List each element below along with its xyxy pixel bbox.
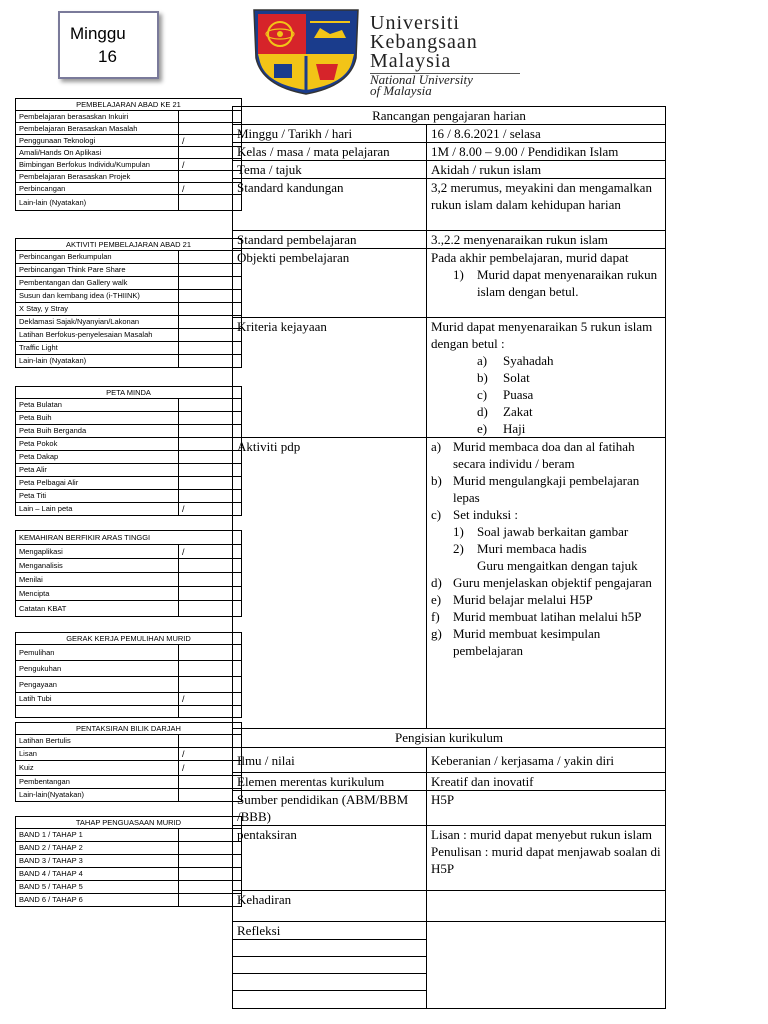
university-name-line2: Kebangsaan — [370, 31, 478, 53]
objektif-cell[interactable] — [427, 249, 666, 318]
list-text: Solat — [503, 370, 530, 385]
table-row — [16, 881, 242, 894]
table-row — [16, 183, 242, 195]
table-row — [16, 135, 242, 147]
list-text: Soal jawab berkaitan gambar — [477, 524, 629, 539]
table-row — [16, 399, 242, 412]
table-row — [16, 264, 242, 277]
row-label: Peta Buih — [16, 412, 179, 425]
ilmu-label: Ilmu / nilai — [233, 748, 427, 773]
refleksi-label: Refleksi — [233, 922, 426, 940]
aktiviti-cell[interactable] — [427, 438, 666, 729]
row-label: Lain-lain (Nyatakan) — [16, 355, 179, 368]
list-text: Murid membuat latihan melalui h5P — [453, 609, 642, 624]
list-marker: d) — [431, 575, 442, 590]
row-label: Pemulihan — [16, 645, 179, 661]
table-row — [16, 587, 242, 601]
refleksi-line[interactable] — [233, 974, 426, 991]
row-label: X Stay, y Stray — [16, 303, 179, 316]
row-label: Perbincangan — [16, 183, 179, 195]
table-row — [16, 303, 242, 316]
row-label: BAND 5 / TAHAP 5 — [16, 881, 179, 894]
row-mark[interactable]: / — [179, 748, 242, 761]
table-row — [16, 277, 242, 290]
list-marker: a) — [431, 439, 442, 454]
list-text: Puasa — [503, 387, 534, 402]
university-name-en-line2: of Malaysia — [370, 83, 432, 98]
table-row — [16, 342, 242, 355]
list-item — [431, 352, 661, 369]
aktiviti-abad21-title: AKTIVITI PEMBELAJARAN ABAD 21 — [16, 239, 242, 251]
pemulihan-table — [15, 632, 242, 718]
table-row — [16, 789, 242, 802]
refleksi-line[interactable] — [233, 940, 426, 957]
table-row — [16, 490, 242, 503]
row-label: Perbincangan Berkumpulan — [16, 251, 179, 264]
row-label: Catatan KBAT — [16, 601, 179, 617]
list-text: Murid belajar melalui H5P — [453, 592, 593, 607]
peta-minda-title: PETA MINDA — [16, 387, 242, 399]
table-row — [16, 412, 242, 425]
table-row — [16, 894, 242, 907]
refleksi-line[interactable] — [233, 991, 426, 1007]
table-row — [16, 761, 242, 776]
row-label: Pembentangan dan Gallery walk — [16, 277, 179, 290]
list-text: Zakat — [503, 404, 533, 419]
list-item — [431, 369, 661, 386]
row-label: Pembelajaran Berasaskan Masalah — [16, 123, 179, 135]
list-item — [431, 386, 661, 403]
kelas-label: Kelas / masa / mata pelajaran — [233, 143, 427, 161]
kehadiran-label: Kehadiran — [233, 891, 427, 922]
sumber-value[interactable]: H5P — [427, 791, 666, 826]
table-row — [16, 559, 242, 573]
row-label: Lain-lain (Nyatakan) — [16, 195, 179, 211]
table-row — [16, 748, 242, 761]
list-item — [431, 591, 661, 608]
list-marker: c) — [477, 387, 488, 402]
row-label: Menganalisis — [16, 559, 179, 573]
kriteria-cell[interactable] — [427, 318, 666, 438]
row-label: Latihan Bertulis — [16, 735, 179, 748]
list-marker: 1) — [453, 524, 464, 539]
row-label: Perbincangan Think Pare Share — [16, 264, 179, 277]
abad21-table — [15, 98, 242, 211]
kbat-title: KEMAHIRAN BERFIKIR ARAS TINGGI — [16, 531, 242, 545]
kriteria-intro: Murid dapat menyenaraikan 5 rukun islam dengan betul : — [431, 319, 653, 351]
list-marker: f) — [431, 609, 440, 624]
table-row — [16, 464, 242, 477]
row-label: Mencipta — [16, 587, 179, 601]
row-label: Deklamasi Sajak/Nyanyian/Lakonan — [16, 316, 179, 329]
table-row — [16, 290, 242, 303]
ukm-logo — [250, 8, 520, 96]
row-label: Lain-lain(Nyatakan) — [16, 789, 179, 802]
row-label — [16, 706, 179, 718]
objektif-item-mark: 1) — [453, 267, 464, 282]
row-label: Pembelajaran berasaskan Inkuiri — [16, 111, 179, 123]
pengisian-title: Pengisian kurikulum — [233, 729, 666, 748]
row-label: Peta Buih Berganda — [16, 425, 179, 438]
list-item — [431, 574, 661, 591]
table-row — [16, 329, 242, 342]
list-text: Muri membaca hadis — [477, 541, 587, 556]
rph-title: Rancangan pengajaran harian — [233, 107, 666, 125]
table-row — [16, 661, 242, 677]
row-label: Susun dan kembang idea (i-THIINK) — [16, 290, 179, 303]
row-label: Peta Pokok — [16, 438, 179, 451]
university-name-line3: Malaysia — [370, 50, 452, 72]
row-label: Latih Tubi — [16, 693, 179, 706]
row-label: Mengaplikasi — [16, 545, 179, 559]
row-label: Lisan — [16, 748, 179, 761]
sumber-label: Sumber pendidikan (ABM/BBM /BBB) — [233, 791, 427, 826]
tema-label: Tema / tajuk — [233, 161, 427, 179]
list-marker: e) — [477, 421, 488, 436]
list-item — [431, 523, 661, 540]
list-marker: d) — [477, 404, 488, 419]
sp-label: Standard pembelajaran — [233, 231, 427, 249]
refleksi-line[interactable] — [233, 957, 426, 974]
minggu-value[interactable]: 16 / 8.6.2021 / selasa — [427, 125, 666, 143]
row-label: Peta Titi — [16, 490, 179, 503]
list-marker: c) — [431, 507, 442, 522]
row-label: Peta Alir — [16, 464, 179, 477]
list-text: Murid membaca doa dan al fatihah secara individu / beram — [453, 439, 635, 471]
table-row — [16, 171, 242, 183]
week-number: 16 — [98, 47, 117, 66]
row-label: Menilai — [16, 573, 179, 587]
table-row — [16, 355, 242, 368]
table-row — [16, 693, 242, 706]
list-marker: 2) — [453, 541, 464, 556]
list-marker: a) — [477, 353, 488, 368]
university-name-line1: Universiti — [370, 12, 460, 34]
objektif-item — [431, 266, 661, 300]
list-text: Murid membuat kesimpulan pembelajaran — [453, 626, 601, 658]
pentaksiran-bilik-darjah-title: PENTAKSIRAN BILIK DARJAH — [16, 723, 242, 735]
ukm-crest-icon — [250, 8, 362, 96]
list-item — [431, 403, 661, 420]
row-label: Traffic Light — [16, 342, 179, 355]
row-label: Peta Dakap — [16, 451, 179, 464]
pentaksiran-bilik-darjah-table — [15, 722, 242, 802]
row-mark[interactable]: / — [179, 693, 242, 706]
sk-value[interactable]: 3,2 merumus, meyakini dan mengamalkan rukun islam dalam kehidupan harian — [427, 179, 666, 231]
tahap-penguasaan-title: TAHAP PENGUASAAN MURID — [16, 817, 242, 829]
row-mark[interactable]: / — [179, 503, 242, 516]
list-text: Haji — [503, 421, 526, 436]
list-text: Set induksi : — [453, 507, 519, 522]
table-row — [16, 645, 242, 661]
kelas-value[interactable]: 1M / 8.00 – 9.00 / Pendidikan Islam — [427, 143, 666, 161]
row-label: Pengayaan — [16, 677, 179, 693]
rph-table — [232, 106, 666, 1009]
row-label: Penggunaan Teknologi — [16, 135, 179, 147]
university-name — [370, 14, 520, 96]
pemulihan-title: GERAK KERJA PEMULIHAN MURID — [16, 633, 242, 645]
row-label: BAND 1 / TAHAP 1 — [16, 829, 179, 842]
row-label: Amali/Hands On Aplikasi — [16, 147, 179, 159]
table-row — [16, 438, 242, 451]
table-row — [16, 868, 242, 881]
list-text: Syahadah — [503, 353, 554, 368]
row-label: BAND 4 / TAHAP 4 — [16, 868, 179, 881]
peta-minda-table — [15, 386, 242, 516]
pentaksiran-lisan: Lisan : murid dapat menyebut rukun islam — [431, 827, 652, 842]
list-item — [431, 625, 661, 659]
aktiviti-label: Aktiviti pdp — [233, 438, 427, 729]
list-marker: b) — [431, 473, 442, 488]
elemen-label: Elemen merentas kurikulum — [233, 773, 427, 791]
row-label: BAND 3 / TAHAP 3 — [16, 855, 179, 868]
week-box — [58, 11, 159, 79]
tema-value[interactable]: Akidah / rukun islam — [427, 161, 666, 179]
list-marker: b) — [477, 370, 488, 385]
table-row — [16, 545, 242, 559]
table-row — [16, 195, 242, 211]
refleksi-label-cell — [233, 922, 427, 1009]
list-item — [431, 540, 661, 557]
list-marker: e) — [431, 592, 442, 607]
week-label: Minggu — [70, 24, 126, 43]
sk-label: Standard kandungan — [233, 179, 427, 231]
kbat-table — [15, 530, 242, 617]
table-row — [16, 706, 242, 718]
list-marker: g) — [431, 626, 442, 641]
objektif-intro: Pada akhir pembelajaran, murid dapat — [431, 250, 629, 265]
row-label: Bimbingan Berfokus Individu/Kumpulan — [16, 159, 179, 171]
table-row — [16, 251, 242, 264]
kehadiran-value[interactable] — [427, 891, 666, 922]
row-label: Kuiz — [16, 761, 179, 776]
table-row — [16, 147, 242, 159]
table-row — [16, 776, 242, 789]
minggu-label: Minggu / Tarikh / hari — [233, 125, 427, 143]
table-row — [16, 159, 242, 171]
row-label: Pengukuhan — [16, 661, 179, 677]
table-row — [16, 316, 242, 329]
row-label: BAND 2 / TAHAP 2 — [16, 842, 179, 855]
pentaksiran-label: pentaksiran — [233, 826, 427, 891]
row-mark[interactable]: / — [179, 135, 242, 147]
row-label: Peta Pelbagai Alir — [16, 477, 179, 490]
row-mark[interactable]: / — [179, 545, 242, 559]
ilmu-value[interactable]: Keberanian / kerjasama / yakin diri — [427, 748, 666, 773]
abad21-title: PEMBELAJARAN ABAD KE 21 — [16, 99, 242, 111]
row-label: Peta Bulatan — [16, 399, 179, 412]
table-row — [16, 601, 242, 617]
table-row — [16, 829, 242, 842]
sp-value[interactable]: 3.,2.2 menyenaraikan rukun islam — [427, 231, 666, 249]
kriteria-label: Kriteria kejayaan — [233, 318, 427, 438]
table-row — [16, 735, 242, 748]
table-row — [16, 842, 242, 855]
refleksi-value[interactable] — [427, 922, 666, 1009]
table-row — [16, 111, 242, 123]
row-label: Pembelajaran Berasaskan Projek — [16, 171, 179, 183]
row-label: BAND 6 / TAHAP 6 — [16, 894, 179, 907]
table-row — [16, 425, 242, 438]
list-item — [431, 438, 661, 472]
table-row — [16, 477, 242, 490]
row-mark[interactable]: / — [179, 183, 242, 195]
table-row — [16, 677, 242, 693]
pentaksiran-penulisan: Penulisan : murid dapat menjawab soalan di H5P — [431, 844, 661, 876]
aktiviti-abad21-table — [15, 238, 242, 368]
university-name-en-line1: National University — [370, 72, 473, 87]
list-item — [431, 472, 661, 506]
pentaksiran-cell[interactable] — [427, 826, 666, 891]
table-row — [16, 855, 242, 868]
row-label: Lain – Lain peta — [16, 503, 179, 516]
elemen-value[interactable]: Kreatif dan inovatif — [427, 773, 666, 791]
list-item — [431, 506, 661, 523]
row-label: Latihan Berfokus-penyelesaian Masalah — [16, 329, 179, 342]
row-mark[interactable]: / — [179, 761, 242, 776]
table-row — [16, 503, 242, 516]
list-text: Murid mengulangkaji pembelajaran lepas — [453, 473, 640, 505]
list-text: Guru menjelaskan objektif pengajaran — [453, 575, 652, 590]
objektif-label: Objekti pembelajaran — [233, 249, 427, 318]
list-item — [431, 420, 661, 437]
row-label: Pembentangan — [16, 776, 179, 789]
tahap-penguasaan-table — [15, 816, 242, 907]
list-item-continuation: Guru mengaitkan dengan tajuk — [477, 558, 638, 573]
row-mark[interactable]: / — [179, 159, 242, 171]
list-item — [431, 608, 661, 625]
table-row — [16, 451, 242, 464]
objektif-item-text: Murid dapat menyenaraikan rukun islam dengan betul. — [477, 267, 658, 299]
table-row — [16, 123, 242, 135]
table-row — [16, 573, 242, 587]
